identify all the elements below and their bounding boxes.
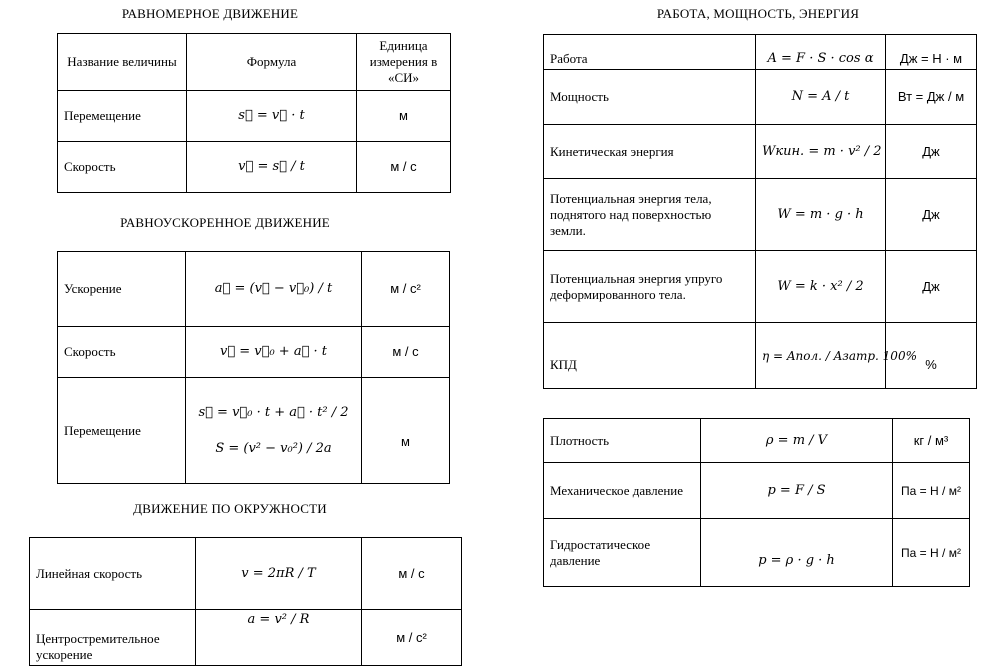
unit: Па = Н / м² bbox=[893, 463, 970, 519]
unit: м bbox=[362, 378, 450, 484]
table-row bbox=[544, 179, 977, 251]
quantity-name: Кинетическая энергия bbox=[544, 125, 756, 179]
quantity-name: Работа bbox=[544, 35, 756, 70]
unit: Дж = Н · м bbox=[886, 35, 977, 70]
table-row bbox=[58, 327, 450, 378]
unit: кг / м³ bbox=[893, 419, 970, 463]
quantity-name: Ускорение bbox=[58, 252, 186, 327]
quantity-name: Центростремительное ускорение bbox=[30, 610, 196, 666]
uniform-motion-table bbox=[57, 33, 451, 193]
unit: Дж bbox=[886, 251, 977, 323]
energy-table bbox=[543, 34, 977, 389]
table-row bbox=[544, 70, 977, 125]
section-title-circular: ДВИЖЕНИЕ ПО ОКРУЖНОСТИ bbox=[133, 501, 327, 516]
unit: м bbox=[357, 91, 451, 142]
table-row bbox=[544, 519, 970, 587]
formula-alt: S = (v² − v₀²) / 2a bbox=[215, 440, 332, 456]
formula: N = A / t bbox=[756, 70, 886, 125]
unit: Дж bbox=[886, 125, 977, 179]
unit: Вт = Дж / м bbox=[886, 70, 977, 125]
quantity-name: Мощность bbox=[544, 70, 756, 125]
table-row bbox=[544, 125, 977, 179]
formula: v⃗ = v⃗₀ + a⃗ · t bbox=[186, 327, 362, 378]
unit: м / с² bbox=[362, 610, 462, 666]
formula: v = 2πR / T bbox=[196, 538, 362, 610]
quantity-name: Скорость bbox=[58, 142, 187, 193]
quantity-name: Перемещение bbox=[58, 91, 187, 142]
formula: s⃗ = v⃗ · t bbox=[187, 91, 357, 142]
header-unit: Единица измерения в «СИ» bbox=[357, 34, 451, 91]
section-title-energy: РАБОТА, МОЩНОСТЬ, ЭНЕРГИЯ bbox=[656, 6, 860, 21]
formula: a⃗ = (v⃗ − v⃗₀) / t bbox=[186, 252, 362, 327]
circular-motion-table bbox=[29, 537, 462, 666]
formula: a = v² / R bbox=[196, 610, 362, 666]
table-row bbox=[544, 35, 977, 70]
table-row bbox=[30, 538, 462, 610]
quantity-name: Перемещение bbox=[58, 378, 186, 484]
quantity-name: КПД bbox=[544, 323, 756, 389]
formula: p = ρ · g · h bbox=[701, 519, 893, 587]
formula: p = F / S bbox=[701, 463, 893, 519]
table-row bbox=[58, 142, 451, 193]
formula: W = m · g · h bbox=[756, 179, 886, 251]
quantity-name: Плотность bbox=[544, 419, 701, 463]
header-formula: Формула bbox=[187, 34, 357, 91]
table-row bbox=[30, 610, 462, 666]
section-title-accelerated: РАВНОУСКОРЕННОЕ ДВИЖЕНИЕ bbox=[120, 215, 330, 230]
quantity-name: Скорость bbox=[58, 327, 186, 378]
formula: A = F · S · cos α bbox=[756, 35, 886, 70]
quantity-name: Потенциальная энергия тела, поднятого над поверхностью земли. bbox=[544, 179, 756, 251]
formula-cell bbox=[186, 378, 362, 484]
quantity-name: Гидростатическое давление bbox=[544, 519, 701, 587]
unit: Па = Н / м² bbox=[893, 519, 970, 587]
formula: s⃗ = v⃗₀ · t + a⃗ · t² / 2 bbox=[198, 404, 349, 420]
formula: v⃗ = s⃗ / t bbox=[187, 142, 357, 193]
table-row bbox=[58, 252, 450, 327]
table-row bbox=[58, 378, 450, 484]
table-row bbox=[544, 323, 977, 389]
table-header-row bbox=[58, 34, 451, 91]
quantity-name: Линейная скорость bbox=[30, 538, 196, 610]
table-row bbox=[544, 251, 977, 323]
unit: м / с² bbox=[362, 252, 450, 327]
formula: Wкин. = m · v² / 2 bbox=[756, 125, 886, 179]
header-name: Название величины bbox=[58, 34, 187, 91]
formula: η = Aпол. / Aзатр. 100% bbox=[756, 323, 886, 389]
unit: м / с bbox=[362, 538, 462, 610]
section-title-uniform: РАВНОМЕРНОЕ ДВИЖЕНИЕ bbox=[121, 6, 299, 21]
formula: ρ = m / V bbox=[701, 419, 893, 463]
quantity-name: Потенциальная энергия упруго деформированного тела. bbox=[544, 251, 756, 323]
unit: м / с bbox=[357, 142, 451, 193]
unit: Дж bbox=[886, 179, 977, 251]
accelerated-motion-table bbox=[57, 251, 450, 484]
quantity-name: Механическое давление bbox=[544, 463, 701, 519]
table-row bbox=[544, 463, 970, 519]
table-row bbox=[544, 419, 970, 463]
pressure-table bbox=[543, 418, 970, 587]
table-row bbox=[58, 91, 451, 142]
unit: % bbox=[886, 323, 977, 389]
unit: м / с bbox=[362, 327, 450, 378]
formula: W = k · x² / 2 bbox=[756, 251, 886, 323]
